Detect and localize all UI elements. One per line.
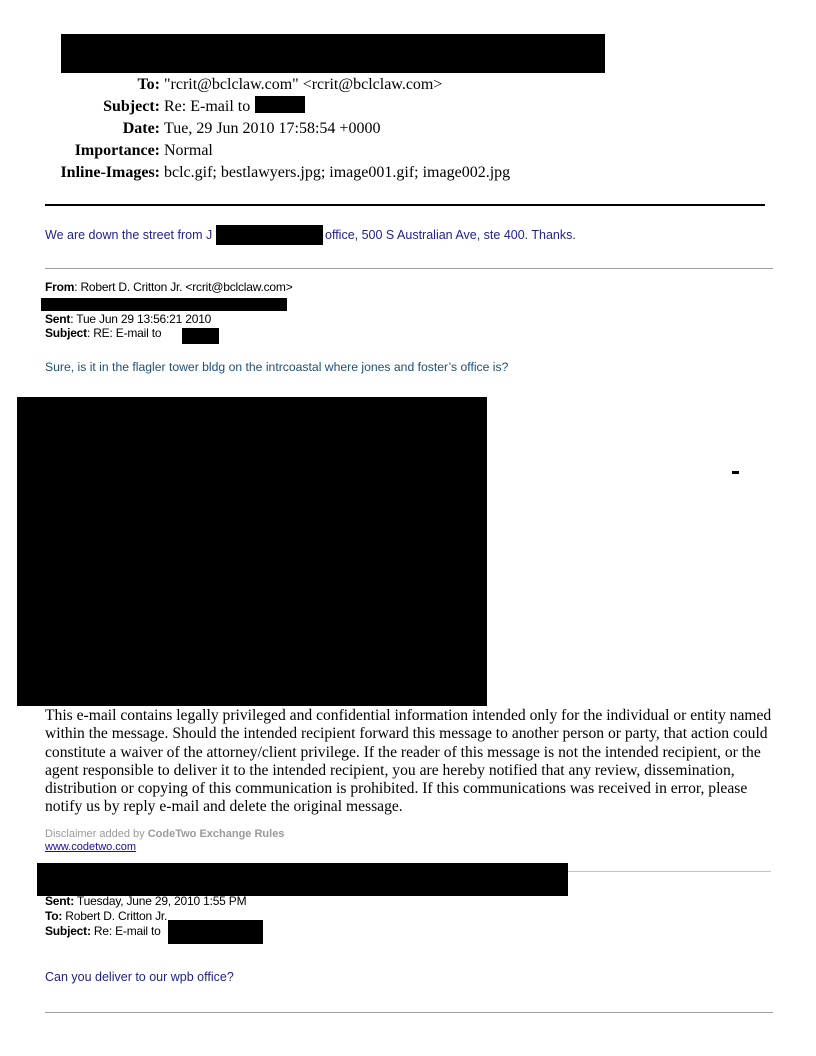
redaction-header-from (61, 34, 605, 73)
header-importance-value: Normal (164, 142, 213, 159)
message1-body-end: office, 500 S Australian Ave, ste 400. Thanks. (325, 228, 576, 242)
message2-subject (45, 326, 161, 340)
message3-subject-label: Subject: (45, 924, 91, 938)
redaction-subject-name (255, 96, 305, 113)
message3-subject (45, 924, 161, 938)
redaction-message2-subject-name (182, 328, 219, 344)
message3-bottom-divider (45, 1012, 773, 1013)
message3-to-label: To: (45, 909, 63, 923)
message1-body (45, 227, 212, 243)
message3-sent-label: Sent: (45, 894, 75, 908)
header-subject-value: Re: E-mail to (164, 98, 251, 115)
header-date-label: Date: (122, 120, 160, 137)
message2-from-value: : Robert D. Critton Jr. <rcrit@bclclaw.com> (74, 280, 293, 294)
header-inline-images-value: bclc.gif; bestlawyers.jpg; image001.gif; image002.jpg (164, 164, 511, 181)
message3-sent (45, 894, 246, 908)
header-to-value: "rcrit@bclclaw.com" <rcrit@bclclaw.com> (164, 76, 443, 93)
header-date-row (0, 118, 380, 140)
header-subject-row (0, 96, 250, 118)
redaction-message2-to (41, 298, 287, 311)
disclaimer-prefix: Disclaimer added by (45, 828, 148, 840)
header-importance-label: Importance: (74, 142, 160, 159)
message3-body: Can you deliver to our wpb office? (45, 970, 234, 984)
header-date-value: Tue, 29 Jun 2010 17:58:54 +0000 (164, 120, 381, 137)
message3-sent-value: Tuesday, June 29, 2010 1:55 PM (74, 894, 247, 908)
header-subject-label: Subject: (103, 98, 160, 115)
redaction-message3-from (37, 863, 568, 896)
message2-from-label: From (45, 280, 75, 294)
message3-to-value: Robert D. Critton Jr. (62, 909, 168, 923)
header-inline-images-label: Inline-Images: (60, 164, 160, 181)
redaction-message3-subject-name (168, 920, 263, 944)
message2-body: Sure, is it in the flagler tower bldg on the intrcoastal where jones and foster’s office is? (45, 360, 509, 374)
header-importance-row (0, 140, 213, 162)
redaction-message1-name (216, 225, 323, 245)
header-divider (45, 204, 765, 206)
message2-sent (45, 312, 211, 326)
message2-from (45, 280, 293, 294)
header-to-label: To: (137, 76, 160, 93)
disclaimer-line (45, 828, 284, 840)
message1-divider (45, 268, 773, 269)
codetwo-link[interactable]: www.codetwo.com (45, 841, 137, 853)
message2-subject-value: : RE: E-mail to (86, 326, 162, 340)
message3-subject-value: Re: E-mail to (90, 924, 161, 938)
stray-dash-mark (732, 471, 739, 474)
header-to-row (0, 74, 442, 96)
redaction-signature-block (17, 397, 487, 706)
message2-sent-value: : Tue Jun 29 13:56:21 2010 (70, 312, 212, 326)
message3-to (45, 909, 167, 923)
header-inline-images-row (0, 162, 510, 184)
legal-notice: This e-mail contains legally privileged and confidential information intended only for the individual or entity named within the message. Should the intended recipient forward this message to another person or party, that action could constitute a waiver of the attorney/client privilege. If the reader of this message is not the intended recipient, or the agent responsible to deliver it to the intended recipient, you are hereby notified that any review, dissemination, distribution or copying of this communication is prohibited. If this communications was received in error, please notify us by reply e-mail and delete the original message. (45, 707, 772, 816)
message2-sent-label: Sent (45, 312, 71, 326)
message2-subject-label: Subject (45, 326, 87, 340)
disclaimer-brand: CodeTwo Exchange Rules (147, 828, 285, 840)
message1-body-start: We are down the street from J (45, 228, 213, 242)
